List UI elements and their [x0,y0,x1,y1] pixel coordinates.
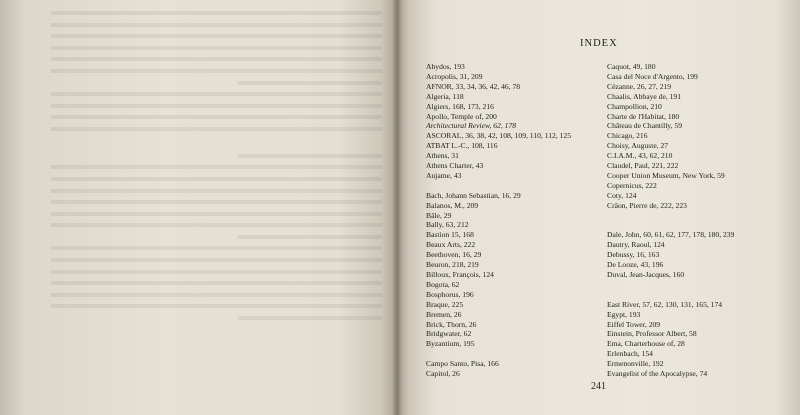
index-entry: Cooper Union Museum, New York, 59 [607,170,725,180]
index-entry: Acropolis, 31, 209 [426,71,483,81]
index-entry: Caquot, 49, 180 [607,62,656,71]
show-through-line [51,255,382,262]
index-entry: Athens Charter, 43 [426,161,484,171]
index-entry: Château de Chantilly, 59 [607,121,683,131]
index-entry: Braque, 225 [426,299,464,309]
show-through-line [51,112,382,119]
show-through-line [51,290,382,297]
index-section-gap [426,181,571,191]
index-entry: Evangelist of the Apocalypse, 74 [607,369,708,379]
index-entry: Ema, Charterhouse of, 28 [607,339,685,349]
show-through-line [51,278,382,285]
index-entry: Bach, Johann Sebastian, 16, 29 [426,190,521,200]
index-entry: Copernicus, 222 [607,180,657,190]
index-entry: De Looze, 43, 196 [607,260,664,270]
index-entry: East River, 57, 62, 130, 131, 165, 174 [607,299,723,309]
show-through-line [51,8,382,15]
index-entry: Charte de l'Habitat, 180 [607,111,680,121]
index-entry: Crâon, Pierre de, 222, 223 [607,200,687,210]
show-through-line [51,124,382,131]
index-entry: Bosphorus, 196 [426,289,474,299]
index-entry: Bridgwater, 62 [426,329,472,339]
show-through-line [51,220,382,227]
index-entry: Dale, John, 60, 61, 62, 177, 178, 180, 239 [607,230,735,240]
show-through-line [51,209,382,216]
index-entry: Bâle, 29 [426,210,452,220]
index-entry: Cézanne, 26, 27, 219 [607,81,672,91]
show-through-line [51,89,382,96]
show-through-line [51,43,382,50]
index-entry: Algeria, 118 [426,91,464,101]
index-column-left [426,62,571,379]
index-entry: Aujame, 43 [426,170,462,180]
show-through-line [238,78,382,85]
show-through-line [51,143,382,146]
show-through-line [51,174,382,181]
show-through-line [238,232,382,239]
index-entry: Egypt, 193 [607,309,641,319]
show-through-line [238,313,382,320]
index-entry: Chicago, 216 [607,131,648,141]
show-through-line [51,136,382,139]
show-through-line [51,101,382,108]
index-entry: Eiffel Tower, 209 [607,319,661,329]
index-entry: ASCORAL, 36, 38, 42, 108, 109, 110, 112, 125 [426,131,571,141]
show-through-line [51,54,382,61]
index-entry: Duval, Jean-Jacques, 160 [607,270,685,279]
index-column-right [607,62,734,379]
show-through-line [51,186,382,193]
index-entry: Erlenbach, 154 [607,349,653,359]
index-entry: Claudel, Paul, 221, 222 [607,161,679,171]
show-through-line [51,243,382,250]
index-entry: Einstein, Professor Albert, 58 [607,329,697,339]
index-entry: Bremen, 26 [426,309,462,319]
show-through-text [22,8,382,325]
show-through-line [51,31,382,38]
index-title: INDEX [580,38,618,49]
left-page [0,0,397,415]
index-section-gap [607,280,734,290]
index-entry: Chaalis, Abbaye de, 191 [607,91,682,101]
index-entry: Balanos, M., 209 [426,200,479,210]
index-entry: Bastion 15, 168 [426,230,474,240]
index-entry: Apollo, Temple of, 200 [426,111,497,121]
index-entry: Athens, 31 [426,151,459,161]
index-entry: Coty, 124 [607,190,637,200]
index-entry: Choisy, Auguste, 27 [607,141,669,151]
show-through-line [51,197,382,204]
book-gutter [392,0,402,415]
show-through-line [51,301,382,308]
show-through-line [51,20,382,27]
show-through-line [51,267,382,274]
index-entry: Algiers, 168, 173, 216 [426,101,494,111]
index-entry: Capitol, 26 [426,369,460,379]
index-entry: ATBAT L.-C., 108, 116 [426,141,498,151]
index-entry: Ermenonville, 192 [607,359,664,369]
page-number: 241 [591,381,606,392]
index-section-gap [607,290,734,300]
index-entry: Bogota, 62 [426,279,460,289]
index-entry: Champollion, 210 [607,101,662,111]
index-section-gap [607,220,734,230]
index-entry: Abydos, 193 [426,62,465,71]
show-through-line [51,162,382,169]
index-entry: Brick, Thorn, 26 [426,319,477,329]
index-section-gap [426,349,571,359]
index-entry: AFNOR, 33, 34, 36, 42, 46, 78 [426,81,521,91]
index-entry: Beethoven, 16, 29 [426,250,482,260]
index-entry: Campo Santo, Pisa, 166 [426,359,499,369]
index-entry: Billoux, François, 124 [426,270,494,280]
show-through-line [238,151,382,158]
index-entry: Dautry, Raoul, 124 [607,240,665,250]
index-entry: Debussy, 16, 163 [607,250,660,260]
index-entry: Byzantium, 195 [426,339,475,349]
index-entry: Beuron, 218, 219 [426,260,479,270]
index-entry: Architectural Review, 62, 178 [426,121,517,131]
index-entry: C.I.A.M., 43, 62, 210 [607,151,673,161]
show-through-line [51,66,382,73]
index-entry: Beaux Arts, 222 [426,240,476,250]
index-entry: Casa del Noce d'Argento, 199 [607,71,698,81]
index-entry: Bally, 63, 212 [426,220,469,230]
index-section-gap [607,211,734,221]
